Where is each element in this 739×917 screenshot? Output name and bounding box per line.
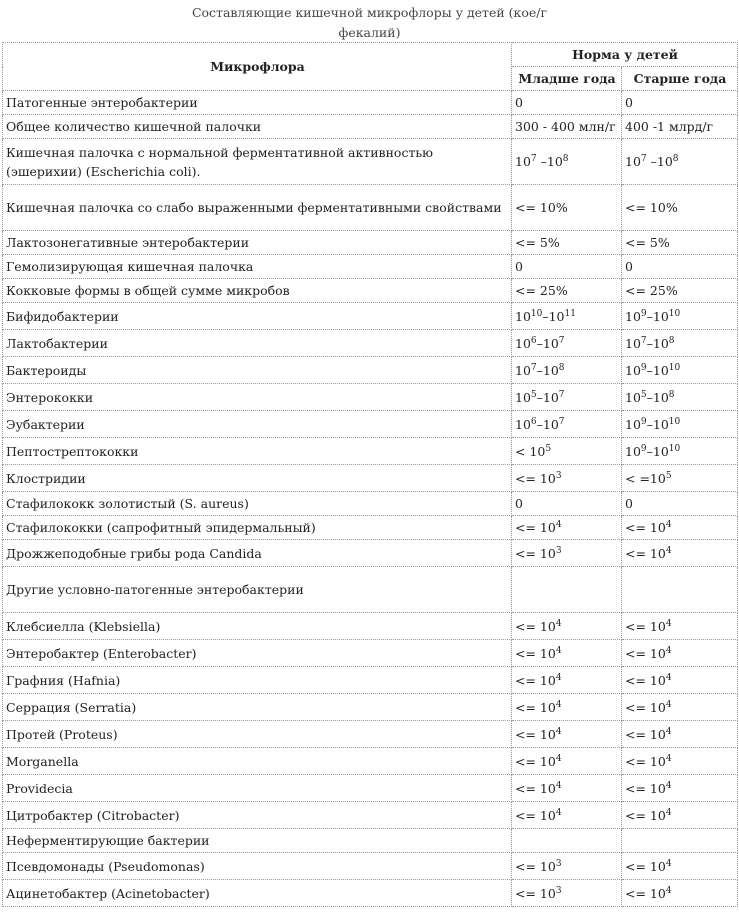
value-base: 10 bbox=[625, 362, 641, 378]
value-text: <= 10% bbox=[515, 200, 568, 215]
norm-older-value bbox=[622, 640, 738, 667]
value-base: <= 10 bbox=[625, 753, 666, 769]
value-base: 10 bbox=[515, 308, 531, 324]
table-row bbox=[3, 384, 738, 411]
value-text: <= 5% bbox=[515, 235, 560, 250]
table-row bbox=[3, 231, 738, 255]
value-exponent: 4 bbox=[555, 780, 562, 791]
norm-older-value bbox=[622, 255, 738, 279]
value-base: <= 10 bbox=[515, 780, 556, 796]
header-younger: Младше года bbox=[512, 67, 622, 91]
norm-younger-value bbox=[512, 357, 622, 384]
value-range-exponent: 7 bbox=[558, 416, 565, 427]
norm-younger-value bbox=[512, 279, 622, 303]
value-exponent: 4 bbox=[665, 780, 672, 791]
value-base: 10 bbox=[515, 416, 531, 432]
value-exponent: 9 bbox=[640, 308, 647, 319]
value-exponent: 7 bbox=[640, 154, 647, 164]
norm-younger-value bbox=[512, 694, 622, 721]
norm-older-value bbox=[622, 91, 738, 115]
value-base: <= 10 bbox=[515, 470, 556, 486]
microflora-name: Кишечная палочка с нормальной ферментативной активностью (эшерихии) (Escherichia coli). bbox=[3, 139, 512, 185]
table-row bbox=[3, 115, 738, 139]
norm-younger-value bbox=[512, 303, 622, 330]
value-range-exponent: 8 bbox=[558, 362, 565, 373]
norm-older-value bbox=[622, 279, 738, 303]
norm-younger-value bbox=[512, 231, 622, 255]
value-exponent: 9 bbox=[640, 362, 647, 373]
microflora-document bbox=[2, 0, 737, 907]
microflora-name: Протей (Proteus) bbox=[3, 721, 512, 748]
value-base: 10 bbox=[625, 416, 641, 432]
value-base: <= 10 bbox=[515, 520, 556, 535]
value-range-base: –10 bbox=[646, 362, 669, 378]
value-range-exponent: 7 bbox=[558, 335, 565, 346]
value-exponent: 10 bbox=[530, 308, 543, 319]
table-row bbox=[3, 775, 738, 802]
value-exponent: 4 bbox=[665, 520, 672, 530]
norm-older-value bbox=[622, 492, 738, 516]
norm-older-value bbox=[622, 357, 738, 384]
table-row bbox=[3, 802, 738, 829]
value-base: <= 10 bbox=[625, 780, 666, 796]
microflora-name: Патогенные энтеробактерии bbox=[3, 91, 512, 115]
value-text: <= 5% bbox=[625, 235, 670, 250]
value-range-exponent: 10 bbox=[668, 416, 681, 427]
norm-older-value bbox=[622, 721, 738, 748]
value-range-base: –10 bbox=[536, 362, 559, 378]
norm-younger-value bbox=[512, 802, 622, 829]
table-row bbox=[3, 411, 738, 438]
value-base: 10 bbox=[515, 362, 531, 378]
norm-older-value bbox=[622, 516, 738, 540]
value-exponent: 4 bbox=[665, 645, 672, 656]
header-microflora: Микрофлора bbox=[3, 43, 512, 91]
table-row bbox=[3, 880, 738, 907]
value-base: <= 10 bbox=[515, 672, 556, 688]
norm-older-value bbox=[622, 231, 738, 255]
table-row bbox=[3, 748, 738, 775]
value-range-exponent: 8 bbox=[672, 154, 679, 164]
value-base: <= 10 bbox=[515, 885, 556, 901]
norm-younger-value bbox=[512, 721, 622, 748]
value-exponent: 4 bbox=[665, 618, 672, 629]
microflora-name: Общее количество кишечной палочки bbox=[3, 115, 512, 139]
value-range-base: –10 bbox=[646, 416, 669, 432]
microflora-name: Энтерококки bbox=[3, 384, 512, 411]
value-exponent: 4 bbox=[555, 753, 562, 764]
header-older: Старше года bbox=[622, 67, 738, 91]
table-row bbox=[3, 91, 738, 115]
table-row bbox=[3, 721, 738, 748]
norm-younger-value bbox=[512, 330, 622, 357]
table-row bbox=[3, 694, 738, 721]
norm-younger-value bbox=[512, 492, 622, 516]
microflora-name: Providecia bbox=[3, 775, 512, 802]
value-range-exponent: 8 bbox=[668, 389, 675, 400]
value-base: 10 bbox=[515, 154, 531, 169]
value-range-exponent: 10 bbox=[668, 362, 681, 373]
norm-younger-value bbox=[512, 613, 622, 640]
value-text: 0 bbox=[625, 259, 633, 274]
value-range-base: –10 bbox=[646, 308, 669, 324]
table-row bbox=[3, 185, 738, 231]
value-base: 10 bbox=[515, 335, 531, 351]
value-base: 10 bbox=[515, 389, 531, 405]
value-exponent: 9 bbox=[640, 416, 647, 427]
value-base: 10 bbox=[625, 154, 641, 169]
value-range-base: –10 bbox=[646, 389, 669, 405]
norm-younger-value bbox=[512, 567, 622, 613]
value-exponent: 4 bbox=[665, 753, 672, 764]
value-exponent: 4 bbox=[555, 645, 562, 656]
value-range-base: –10 bbox=[536, 335, 559, 351]
value-exponent: 3 bbox=[555, 545, 562, 556]
value-base: <= 10 bbox=[625, 885, 666, 901]
value-base: <= 10 bbox=[515, 753, 556, 769]
value-base: 10 bbox=[625, 389, 641, 405]
norm-older-value bbox=[622, 748, 738, 775]
microflora-name: Бифидобактерии bbox=[3, 303, 512, 330]
value-range-exponent: 11 bbox=[564, 308, 576, 319]
value-base: <= 10 bbox=[625, 645, 666, 661]
microflora-table bbox=[2, 42, 738, 907]
value-exponent: 4 bbox=[665, 858, 672, 869]
table-row bbox=[3, 255, 738, 279]
norm-younger-value bbox=[512, 411, 622, 438]
value-range-base: –10 bbox=[536, 154, 563, 169]
value-exponent: 4 bbox=[665, 545, 672, 556]
norm-older-value bbox=[622, 303, 738, 330]
value-base: <= 10 bbox=[625, 807, 666, 823]
table-row bbox=[3, 516, 738, 540]
value-base: < =10 bbox=[625, 470, 666, 486]
value-exponent: 4 bbox=[665, 699, 672, 710]
value-range-exponent: 8 bbox=[668, 335, 675, 346]
norm-older-value bbox=[622, 829, 738, 853]
table-row bbox=[3, 567, 738, 613]
norm-younger-value bbox=[512, 829, 622, 853]
norm-older-value bbox=[622, 139, 738, 185]
value-range-exponent: 7 bbox=[558, 389, 565, 400]
value-exponent: 5 bbox=[530, 389, 537, 400]
value-exponent: 4 bbox=[555, 672, 562, 683]
value-base: < 10 bbox=[515, 443, 546, 459]
norm-older-value bbox=[622, 567, 738, 613]
microflora-name: Кишечная палочка со слабо выраженными ферментативными свойствами bbox=[3, 185, 512, 231]
value-base: 10 bbox=[625, 335, 641, 351]
value-text: 300 - 400 млн/г bbox=[515, 119, 616, 134]
value-range-base: –10 bbox=[536, 389, 559, 405]
value-exponent: 6 bbox=[530, 335, 537, 346]
value-range-base: –10 bbox=[646, 443, 669, 459]
value-exponent: 4 bbox=[555, 699, 562, 710]
value-exponent: 4 bbox=[555, 520, 562, 530]
norm-older-value bbox=[622, 613, 738, 640]
value-exponent: 5 bbox=[545, 443, 552, 454]
value-exponent: 4 bbox=[555, 618, 562, 629]
value-base: <= 10 bbox=[625, 672, 666, 688]
value-text: 0 bbox=[625, 95, 633, 110]
value-text: 0 bbox=[625, 496, 633, 511]
value-base: 10 bbox=[625, 308, 641, 324]
value-base: <= 10 bbox=[515, 699, 556, 715]
table-row bbox=[3, 853, 738, 880]
value-exponent: 4 bbox=[665, 726, 672, 737]
value-base: <= 10 bbox=[515, 645, 556, 661]
value-range-exponent: 10 bbox=[668, 443, 681, 454]
norm-younger-value bbox=[512, 516, 622, 540]
norm-younger-value bbox=[512, 139, 622, 185]
value-range-exponent: 8 bbox=[562, 154, 569, 164]
microflora-name: Энтеробактер (Enterobacter) bbox=[3, 640, 512, 667]
microflora-name: Гемолизирующая кишечная палочка bbox=[3, 255, 512, 279]
value-exponent: 3 bbox=[555, 470, 562, 481]
norm-younger-value bbox=[512, 640, 622, 667]
value-base: <= 10 bbox=[625, 858, 666, 874]
norm-younger-value bbox=[512, 540, 622, 567]
value-base: <= 10 bbox=[515, 726, 556, 742]
value-range-base: –10 bbox=[542, 308, 565, 324]
table-caption bbox=[2, 0, 737, 42]
microflora-name: Серрация (Serratia) bbox=[3, 694, 512, 721]
value-range-base: –10 bbox=[536, 416, 559, 432]
caption-line-2: фекалий) bbox=[338, 25, 401, 40]
value-exponent: 9 bbox=[640, 443, 647, 454]
norm-younger-value bbox=[512, 465, 622, 492]
norm-younger-value bbox=[512, 255, 622, 279]
value-exponent: 4 bbox=[555, 807, 562, 818]
microflora-name: Кокковые формы в общей сумме микробов bbox=[3, 279, 512, 303]
norm-older-value bbox=[622, 802, 738, 829]
microflora-name: Цитробактер (Citrobacter) bbox=[3, 802, 512, 829]
microflora-name: Неферментирующие бактерии bbox=[3, 829, 512, 853]
table-row bbox=[3, 438, 738, 465]
value-base: <= 10 bbox=[515, 807, 556, 823]
table-row bbox=[3, 613, 738, 640]
norm-older-value bbox=[622, 185, 738, 231]
norm-older-value bbox=[622, 411, 738, 438]
value-exponent: 4 bbox=[555, 726, 562, 737]
value-exponent: 4 bbox=[665, 672, 672, 683]
norm-younger-value bbox=[512, 880, 622, 907]
value-base: <= 10 bbox=[625, 699, 666, 715]
microflora-name: Лактозонегативные энтеробактерии bbox=[3, 231, 512, 255]
norm-older-value bbox=[622, 694, 738, 721]
value-exponent: 5 bbox=[640, 389, 647, 400]
value-exponent: 3 bbox=[555, 858, 562, 869]
table-row bbox=[3, 330, 738, 357]
value-base: 10 bbox=[625, 443, 641, 459]
value-range-exponent: 10 bbox=[668, 308, 681, 319]
norm-older-value bbox=[622, 880, 738, 907]
table-row bbox=[3, 279, 738, 303]
norm-younger-value bbox=[512, 115, 622, 139]
microflora-name: Стафилококки (сапрофитный эпидермальный) bbox=[3, 516, 512, 540]
microflora-name: Ацинетобактер (Acinetobacter) bbox=[3, 880, 512, 907]
value-text: 0 bbox=[515, 259, 523, 274]
value-range-base: –10 bbox=[646, 154, 673, 169]
value-text: 400 -1 млрд/г bbox=[625, 119, 714, 134]
norm-younger-value bbox=[512, 438, 622, 465]
microflora-name: Пептострептококки bbox=[3, 438, 512, 465]
value-text: 0 bbox=[515, 496, 523, 511]
norm-younger-value bbox=[512, 91, 622, 115]
value-base: <= 10 bbox=[625, 726, 666, 742]
microflora-name: Клостридии bbox=[3, 465, 512, 492]
microflora-name: Эубактерии bbox=[3, 411, 512, 438]
value-text: 0 bbox=[515, 95, 523, 110]
value-base: <= 10 bbox=[625, 520, 666, 535]
value-exponent: 5 bbox=[665, 470, 672, 481]
value-exponent: 7 bbox=[640, 335, 647, 346]
norm-older-value bbox=[622, 853, 738, 880]
table-row bbox=[3, 357, 738, 384]
caption-line-1: Составляющие кишечной микрофлоры у детей (кое/г bbox=[191, 5, 548, 20]
table-row bbox=[3, 303, 738, 330]
microflora-name: Дрожжеподобные грибы рода Candida bbox=[3, 540, 512, 567]
value-exponent: 3 bbox=[555, 885, 562, 896]
norm-older-value bbox=[622, 330, 738, 357]
table-body bbox=[3, 91, 738, 907]
value-exponent: 4 bbox=[665, 885, 672, 896]
microflora-name: Бактероиды bbox=[3, 357, 512, 384]
norm-older-value bbox=[622, 775, 738, 802]
table-row bbox=[3, 640, 738, 667]
microflora-name: Графния (Hafnia) bbox=[3, 667, 512, 694]
value-text: <= 25% bbox=[625, 283, 678, 298]
value-exponent: 7 bbox=[530, 362, 537, 373]
table-row bbox=[3, 465, 738, 492]
header-norm: Норма у детей bbox=[512, 43, 738, 67]
table-row bbox=[3, 667, 738, 694]
norm-younger-value bbox=[512, 748, 622, 775]
table-row bbox=[3, 492, 738, 516]
microflora-name: Лактобактерии bbox=[3, 330, 512, 357]
microflora-name: Morganella bbox=[3, 748, 512, 775]
norm-younger-value bbox=[512, 853, 622, 880]
value-exponent: 4 bbox=[665, 807, 672, 818]
value-base: <= 10 bbox=[515, 858, 556, 874]
microflora-name: Другие условно-патогенные энтеробактерии bbox=[3, 567, 512, 613]
table-row bbox=[3, 829, 738, 853]
norm-older-value bbox=[622, 115, 738, 139]
value-text: <= 10% bbox=[625, 200, 678, 215]
norm-younger-value bbox=[512, 667, 622, 694]
value-text: <= 25% bbox=[515, 283, 568, 298]
norm-older-value bbox=[622, 465, 738, 492]
value-exponent: 7 bbox=[530, 154, 537, 164]
microflora-name: Стафилококк золотистый (S. aureus) bbox=[3, 492, 512, 516]
table-row bbox=[3, 139, 738, 185]
value-base: <= 10 bbox=[625, 545, 666, 561]
value-base: <= 10 bbox=[625, 618, 666, 634]
value-exponent: 6 bbox=[530, 416, 537, 427]
norm-older-value bbox=[622, 384, 738, 411]
table-row bbox=[3, 540, 738, 567]
norm-older-value bbox=[622, 438, 738, 465]
value-base: <= 10 bbox=[515, 618, 556, 634]
norm-younger-value bbox=[512, 185, 622, 231]
microflora-name: Псевдомонады (Pseudomonas) bbox=[3, 853, 512, 880]
norm-younger-value bbox=[512, 384, 622, 411]
value-base: <= 10 bbox=[515, 545, 556, 561]
microflora-name: Клебсиелла (Klebsiella) bbox=[3, 613, 512, 640]
norm-older-value bbox=[622, 540, 738, 567]
norm-younger-value bbox=[512, 775, 622, 802]
value-range-base: –10 bbox=[646, 335, 669, 351]
norm-older-value bbox=[622, 667, 738, 694]
